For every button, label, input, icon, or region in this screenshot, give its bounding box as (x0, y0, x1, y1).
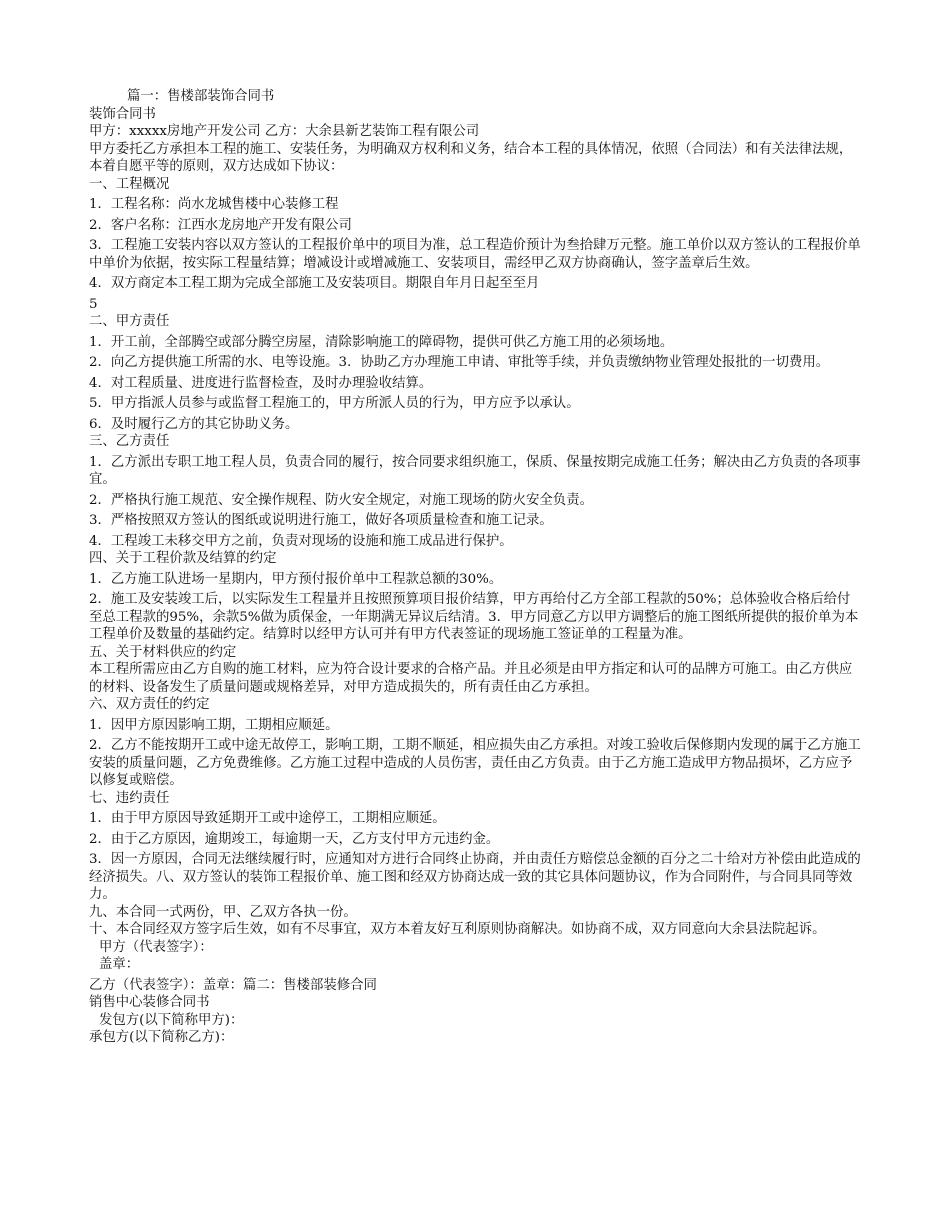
document-line: 4．工程竣工未移交甲方之前，负责对现场的设施和施工成品进行保护。 (89, 533, 513, 549)
document-line: 乙方（代表签字）：盖章：篇二：售楼部装修合同 (89, 977, 377, 993)
document-line: 2．施工及安装竣工后，以实际发生工程量并且按照预算项目报价结算，甲方再给付乙方全部工程款的50%；总体验收合格后给付至总工程款的95%，余款5%做为质保金，一年期满无异议后结清。3．甲方同意乙方以甲方调整后的施工图纸所提供的报价单为本工程单价及数量的基础约定。结算时以经甲方认可并有甲方代表签证的现场施工签证单的工程量为准。 (89, 592, 859, 642)
document-line: 甲方（代表签字）： (99, 939, 213, 955)
document-line: 六、双方责任的约定 (89, 697, 210, 712)
document-line: 2．客户名称：江西水龙房地产开发有限公司 (89, 217, 352, 233)
document-line: 装饰合同书 (89, 106, 156, 122)
document-line: 1．工程名称：尚水龙城售楼中心装修工程 (89, 197, 339, 212)
document-line: 1．乙方施工队进场一星期内，甲方预付报价单中工程款总额的30%。 (89, 571, 503, 587)
document-line: 一、工程概况 (89, 176, 170, 192)
document-line: 1．因甲方原因影响工期，工期相应顺延。 (89, 717, 339, 733)
document-line: 本工程所需应由乙方自购的施工材料，应为符合设计要求的合格产品。并且必须是由甲方指定和认可的品牌方可施工。由乙方供应的材料、设备发生了质量问题或规格差异，对甲方造成损失的，所有责任由乙方承担。 (89, 662, 853, 695)
document-line: 2．乙方不能按期开工或中途无故停工，影响工期，工期不顺延，相应损失由乙方承担。对竣工验收后保修期内发现的属于乙方施工安装的质量问题，乙方免费维修。乙方施工过程中造成的人员伤害，责任由乙方负责。由于乙方施工造成甲方物品损坏，乙方应予以修复或赔偿。 (89, 738, 861, 788)
document-line: 七、违约责任 (89, 790, 170, 806)
document-line: 4．双方商定本工程工期为完成全部施工及安装项目。期限自年月日起至至月 (89, 276, 540, 291)
document-line: 五、关于材料供应的约定 (89, 644, 237, 660)
document-line: 承包方(以下简称乙方)： (89, 1030, 234, 1045)
document-line: 十、本合同经双方签字后生效，如有不尽事宜，双方本着友好互利原则协商解决。如协商不成，双方同意向大余县法院起诉。 (89, 922, 826, 937)
document-line: 5．甲方指派人员参与或监督工程施工的，甲方所派人员的行为，甲方应予以承认。 (89, 396, 580, 411)
document-line: 1．乙方派出专职工地工程人员，负责合同的履行，按合同要求组织施工，保质、保量按期完成施工任务；解决由乙方负责的各项事宜。 (89, 454, 861, 487)
document-line: 二、甲方责任 (89, 314, 170, 329)
document-line: 销售中心装修合同书 (89, 995, 210, 1010)
document-line: 5 (89, 296, 98, 312)
document-line: 2．向乙方提供施工所需的水、电等设施。3．协助乙方办理施工申请、审批等手续，并负责缴纳物业管理处报批的一切费用。 (89, 355, 830, 370)
document-line: 盖章： (99, 957, 140, 972)
document-line: 甲方：xxxxx房地产开发公司 乙方：大余县新艺装饰工程有限公司 (89, 124, 480, 139)
document-line: 2．严格执行施工规范、安全操作规程、防火安全规定，对施工现场的防火安全负责。 (89, 492, 593, 508)
document-title: 篇一：售楼部装饰合同书 (127, 89, 275, 104)
document-line: 甲方委托乙方承担本工程的施工、安装任务，为明确双方权利和义务，结合本工程的具体情况，依照（合同法）和有关法律法规，本着自愿平等的原则，双方达成如下协议： (89, 141, 853, 174)
document-line: 1．开工前，全部腾空或部分腾空房屋，清除影响施工的障碍物，提供可供乙方施工用的必须场地。 (89, 334, 674, 350)
document-line: 发包方(以下简称甲方)： (99, 1012, 244, 1028)
document-line: 九、本合同一式两份，甲、乙双方各执一份。 (89, 904, 357, 920)
document-line: 4．对工程质量、进度进行监督检查，及时办理验收结算。 (89, 375, 433, 391)
document-line: 3．因一方原因，合同无法继续履行时，应通知对方进行合同终止协商，并由责任方赔偿总金额的百分之二十给对方补偿由此造成的经济损失。八、双方签认的装饰工程报价单、施工图和经双方协商达成一致的其它具体问题协议，作为合同附件，与合同具同等效力。 (89, 852, 861, 902)
document-line: 四、关于工程价款及结算的约定 (89, 551, 277, 566)
document-line: 2．由于乙方原因，逾期竣工，每逾期一天，乙方支付甲方元违约金。 (89, 831, 500, 847)
document-line: 三、乙方责任 (89, 434, 170, 449)
document-line: 3．工程施工安装内容以双方签认的工程报价单中的项目为准，总工程造价预计为叁拾肆万元整。施工单价以双方签认的工程报价单中单价为依据，按实际工程量结算；增减设计或增减施工、安装项目，需经甲乙双方协商确认，签字盖章后生效。 (89, 238, 861, 271)
document-line: 1．由于甲方原因导致延期开工或中途停工，工期相应顺延。 (89, 811, 446, 826)
document-line: 6．及时履行乙方的其它协助义务。 (89, 416, 299, 432)
document-body (89, 88, 861, 1047)
document-line: 3．严格按照双方签认的图纸或说明进行施工，做好各项质量检查和施工记录。 (89, 513, 553, 528)
